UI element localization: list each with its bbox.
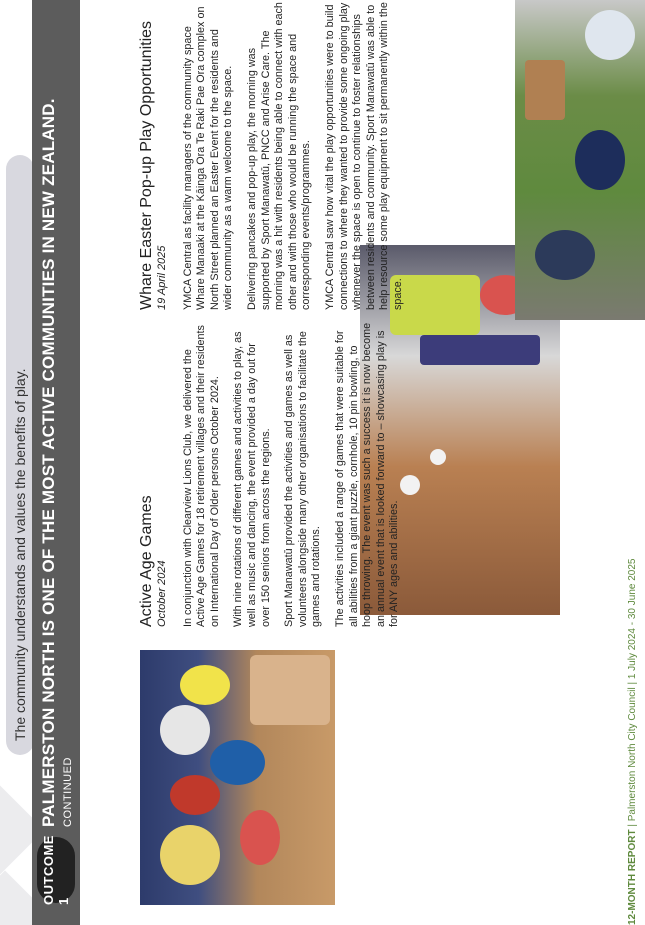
footer-separator: | <box>627 824 638 827</box>
article-paragraph: The activities included a range of games that were suitable for all abilities from a giant puzzle, cornhole, 10 pin bowling, to hoop throwing. The event was such a success it is now become an annual event that is looked forward to – showcasing play is for ANY ages and abilities. <box>333 322 401 627</box>
page-subtitle: CONTINUED <box>62 757 74 827</box>
outcome-tab <box>37 837 75 903</box>
outcome-label: OUTCOME 1 <box>41 835 71 905</box>
page-footer <box>627 559 638 925</box>
article-paragraph: YMCA Central as facility managers of the community space Whare Manaaki at the Kāinga Ora Te Raki Pae Ora complex on North Street planned an Easter Event for the residents and wider community as a warm welcome to the space. <box>181 6 235 310</box>
article-paragraph: YMCA Central saw how vital the play opportunities were to build connections to where they wanted to provide some ongoing play whenever the space is open to continue to foster relationships between residents and community. Sport Manawatū was able to help resource some play equipment to sit permanently within the space. <box>323 2 404 310</box>
article-paragraph: Sport Manawatū provided the activities and games as well as volunteers alongside many other organisations to facilitate the games and rotations. <box>283 331 323 627</box>
article-paragraph: With nine rotations of different games and activities to play, as well as music and dancing, the event provided a day out for over 150 seniors from across the regions. <box>232 331 272 627</box>
article-date: 19 April 2025 <box>156 245 168 310</box>
active-age-games-photo <box>140 650 335 905</box>
article-title: Active Age Games <box>138 495 155 627</box>
footer-report-label: 12-MONTH REPORT <box>627 829 638 925</box>
article-paragraph: Delivering pancakes and pop-up play, the morning was supported by Sport Manawatū, PNCC and Arise Care. The morning was a hit with residents being able to connect with each other and with those who would be running the space and corresponding events/programmes. <box>245 2 313 310</box>
tagline-banner <box>6 155 34 755</box>
article-title: Whare Easter Pop-up Play Opportunities <box>138 20 155 310</box>
tagline-text: The community understands and values the benefits of play. <box>12 368 28 741</box>
article-paragraph: In conjunction with Clearview Lions Club, we delivered the Active Age Games for 18 retirement villages and their residents on International Day of Older persons October 2024. <box>181 325 221 627</box>
page-title: PALMERSTON NORTH IS ONE OF THE MOST ACTIVE COMMUNITIES IN NEW ZEALAND. <box>39 98 58 827</box>
article-date: October 2024 <box>156 560 168 627</box>
article-active-age-games <box>138 322 412 627</box>
footer-details: Palmerston North City Council | 1 July 2024 - 30 June 2025 <box>627 558 638 822</box>
article-whare-easter <box>138 2 416 310</box>
whare-courtyard-photo <box>515 0 645 320</box>
